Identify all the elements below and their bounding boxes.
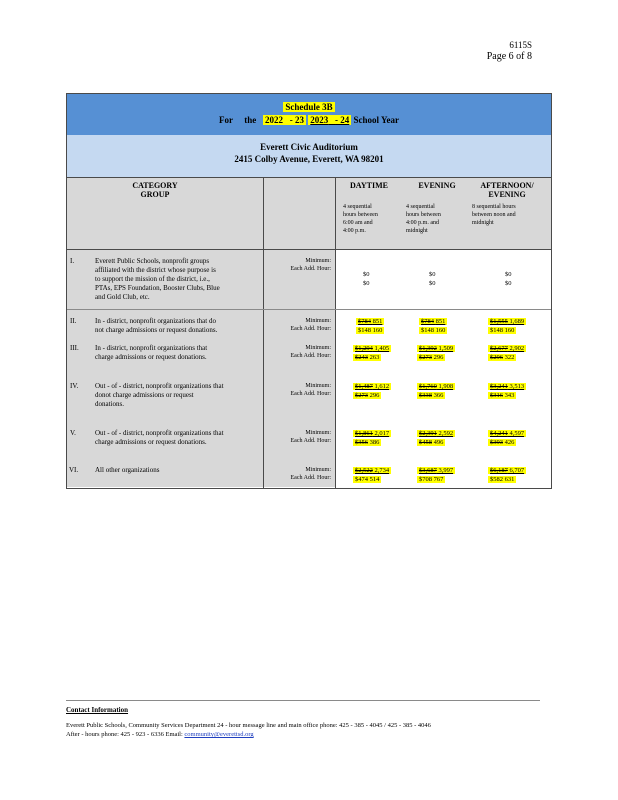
min-label: Minimum: Each Add. Hour: [290,467,331,481]
daytime-rate: $0 $0 [363,271,370,287]
evening-rate: $784 851 $148 160 [421,318,446,334]
daytime-desc: 4 sequential hours between 6:00 am and 4:00 p.m. [343,204,378,234]
min-label: Minimum: Each Add. Hour: [290,345,331,359]
evening-header: EVENING [418,181,456,190]
daytime-rate: $1,294 1,405 $243 263 [355,345,390,361]
min-label: Minimum: Each Add. Hour: [290,318,331,332]
schedule-title: Schedule 3B [285,102,333,112]
year-a: 2022 - 23 [265,115,305,125]
row-num: II. [70,317,77,325]
afternoon-rate: $6,187 6,707 $582 631 [490,467,525,483]
venue-band [66,135,552,178]
afternoon-rate: $2,677 2,902 $296 322 [490,345,525,361]
afternoon-header: AFTERNOON/ EVENING [480,181,534,199]
min-label: Minimum: Each Add. Hour: [290,258,331,272]
row-num: IV. [70,382,79,390]
email-link[interactable]: community@everettsd.org [184,731,254,738]
evening-rate: $2,391 2,592 $458 496 [419,430,454,446]
afternoon-rate: $0 $0 [505,271,512,287]
evening-rate: $0 $0 [429,271,436,287]
row-num: I. [70,257,75,265]
evening-desc: 4 sequential hours between 4:00 p.m. and midnight [406,204,441,234]
daytime-header: DAYTIME [350,181,388,190]
row-desc: Everett Public Schools, nonprofit groups affiliated with the district whose purpose is to support the mission of the district, i.e., PTAs, EPS Foundation, Booster Clubs, Blue and Gold Club, etc. [95,257,220,301]
row-desc: Out - of - district, nonprofit organizations that donot charge admissions or request donations. [95,382,224,408]
category-header: CATEGORY GROUP [132,181,178,199]
evening-rate: $3,687 3,997 $708 767 [419,467,454,483]
school-year-line: For the 2022 - 23 2023 - 24 School Year [219,115,399,125]
afternoon-rate: $3,241 3,513 $316 343 [490,383,525,399]
daytime-rate: $2,522 2,734 $474 514 [355,467,390,483]
min-label: Minimum: Each Add. Hour: [290,383,331,397]
min-label: Minimum: Each Add. Hour: [290,430,331,444]
page-number: Page 6 of 8 [486,51,532,62]
page-header [487,40,532,62]
contact-line: After - hours phone: 425 - 923 - 6336 Email: community@everettsd.org [66,731,254,738]
policy-number: 6115S [509,40,532,50]
daytime-rate: $784 851 $148 160 [358,318,383,334]
afternoon-desc: 8 sequential hours between noon and midnight [472,204,516,226]
venue-name: Everett Civic Auditorium [260,142,358,152]
contact-title: Contact Information [66,706,129,714]
row-desc: Out - of - district, nonprofit organizations that charge admissions or request donations. [95,429,224,446]
venue-address: 2415 Colby Avenue, Everett, WA 98201 [234,154,384,164]
year-b: 2023 - 24 [310,115,350,125]
row-num: III. [70,344,79,352]
row-desc: All other organizations [95,466,160,474]
evening-rate: $1,392 1,509 $273 296 [419,345,454,361]
afternoon-rate: $4,241 4,597 $393 426 [490,430,525,446]
row-num: V. [70,429,76,437]
rate-table [66,177,552,489]
contact-footer [66,706,550,739]
evening-rate: $1,760 1,908 $338 366 [419,383,454,399]
daytime-rate: $1,861 2,017 $356 386 [355,430,390,446]
afternoon-rate: $1,555 1,689 $148 160 [490,318,525,334]
row-desc: In - district, nonprofit organizations that do not charge admissions or request donations. [95,317,218,334]
daytime-rate: $1,487 1,612 $273 296 [355,383,390,399]
row-desc: In - district, nonprofit organizations that charge admissions or request donations. [95,344,208,361]
row-num: VI. [69,466,79,474]
contact-line: Everett Public Schools, Community Services Department 24 - hour message line and main office phone: 425 - 385 - 4045 / 425 - 385 - 4046 [66,722,431,729]
schedule-band [66,93,552,137]
